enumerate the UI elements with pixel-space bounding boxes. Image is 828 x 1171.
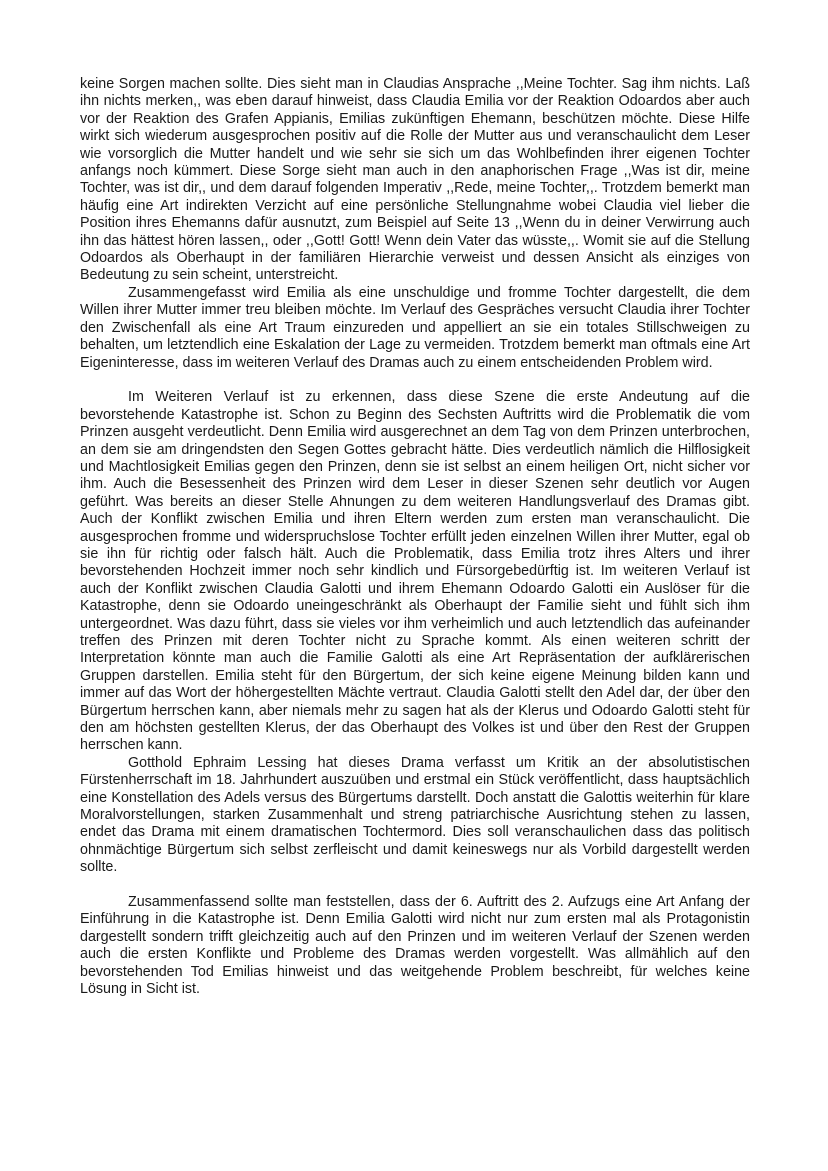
document-page (80, 76, 750, 999)
paragraph-3: Im Weiteren Verlauf ist zu erkennen, dass diese Szene die erste Andeutung auf die bevorstehende Katastrophe ist. Schon zu Beginn des Sechsten Auftritts wird die Problematik die vom Prinzen ausgeht verdeutlicht. Denn Emilia wird ausgerechnet an dem Tag von dem Prinzen unterbrochen, an dem sie am dringendsten den Segen Gottes gebracht hätte. Dies verdeutlich nämlich die Hilflosigkeit und Machtlosigkeit Emilias gegen den Prinzen, denn sie ist selbst an einem heiligen Ort, nicht sicher vor ihm. Auch die Besessenheit des Prinzen wird dem Leser in dieser Szenen sehr deutlich vor Augen geführt. Was bereits an dieser Stelle Ahnungen zu dem weiteren Handlungsverlauf des Dramas gibt. Auch der Konflikt zwischen Emilia und ihren Eltern werden zum ersten man veranschaulicht. Die ausgesprochen fromme und widerspruchslose Tochter erfüllt jeden einzelnen Willen ihrer Mutter, egal ob sie ihn für richtig oder falsch hält. Auch die Problematik, dass Emilia trotz ihres Alters und ihrer bevorstehenden Hochzeit immer noch sehr kindlich und Fürsorgebedürftig ist. Im weiteren Verlauf ist auch der Konflikt zwischen Claudia Galotti und ihrem Ehemann Odoardo Galotti ein Auslöser für die Katastrophe, denn sie Odoardo uneingeschränkt als Oberhaupt der Familie sieht und fühlt sich ihm untergeordnet. Was dazu führt, dass sie vieles vor ihm verheimlich und auch letztendlich das aufeinander treffen des Prinzen mit deren Tochter nicht zu Sprache kommt. Als einen weiteren schritt der Interpretation könnte man auch die Familie Galotti als eine Art Repräsentation der aufklärerischen Gruppen darstellen. Emilia steht für den Bürgertum, der sich keine eigene Meinung bilden kann und immer auf das Wort der höhergestellten Mächte vertraut. Claudia Galotti stellt den Adel dar, der über den Bürgertum herrschen kann, aber niemals mehr zu sagen hat als der Klerus und Odoardo Galotti steht für den am höchsten gestellten Klerus, der das Oberhaupt des Volkes ist und über den Rest der Gruppen herrschen kann. (80, 389, 750, 754)
paragraph-4: Gotthold Ephraim Lessing hat dieses Drama verfasst um Kritik an der absolutistischen Fürstenherrschaft im 18. Jahrhundert auszuüben und erstmal ein Stück veröffentlicht, dass hauptsächlich eine Konstellation des Adels versus des Bürgertums darstellt. Doch anstatt die Galottis weiterhin für klare Moralvorstellungen, starken Zusammenhalt und streng patriarchische Ausrichtung stehen zu lassen, endet das Drama mit einem dramatischen Tochtermord. Dies soll veranschaulichen dass das politisch ohnmächtige Bürgertum sich selbst zerfleischt und damit keineswegs nur als Vorbild dargestellt werden sollte. (80, 754, 750, 876)
paragraph-2: Zusammengefasst wird Emilia als eine unschuldige und fromme Tochter dargestellt, die dem Willen ihrer Mutter immer treu bleiben möchte. Im Verlauf des Gespräches versucht Claudia ihrer Tochter den Zwischenfall als eine Art Traum einzureden und appelliert an sie ein totales Stillschweigen zu behalten, um letztendlich eine Eskalation der Lage zu vermeiden. Trotzdem bemerkt man oftmals eine Art Eigeninteresse, dass im weiteren Verlauf des Dramas auch zu einem entscheidenden Problem wird. (80, 284, 750, 371)
paragraph-1: keine Sorgen machen sollte. Dies sieht man in Claudias Ansprache ,,Meine Tochter. Sag ihm nichts. Laß ihn nichts merken,, was eben darauf hinweist, dass Claudia Emilia vor der Reaktion Odoardos aber auch vor der Reaktion des Grafen Appianis, Emilias zukünftigen Ehemann, beschützen möchte. Diese Hilfe wirkt sich wiederum ausgesprochen positiv auf die Rolle der Mutter aus und veranschaulicht dem Leser wie vorsorglich die Mutter handelt und wie sehr sie sich um das Wohlbefinden ihrer eigenen Tochter anfangs noch kümmert. Diese Sorge sieht man auch in den anaphorischen Frage ,,Was ist dir, meine Tochter, was ist dir,, und dem darauf folgenden Imperativ ,,Rede, meine Tochter,,. Trotzdem bemerkt man häufig eine Art indirekten Verzicht auf eine persönliche Stellungnahme wobei Claudia viel lieber die Position ihres Ehemanns dafür ausnutzt, zum Beispiel auf Seite 13 ,,Wenn du in deiner Verwirrung auch ihn das hättest hören lassen,, oder ,,Gott! Gott! Wenn dein Vater das wüsste,,. Womit sie auf die Stellung Odoardos als Oberhaupt in der familiären Hierarchie verweist und dessen Ansicht als einziges von Bedeutung zu sein scheint, unterstreicht. (80, 76, 750, 284)
paragraph-5: Zusammenfassend sollte man feststellen, dass der 6. Auftritt des 2. Aufzugs eine Art Anfang der Einführung in die Katastrophe ist. Denn Emilia Galotti wird nicht nur zum ersten mal als Protagonistin dargestellt sondern trifft gleichzeitig auch auf den Prinzen und im weiteren Verlauf der Szenen werden auch die ersten Konflikte und Probleme des Dramas werden vorgestellt. Was allmählich auf den bevorstehenden Tod Emilias hinweist und das weitgehende Problem beschreibt, für welches keine Lösung in Sicht ist. (80, 894, 750, 998)
